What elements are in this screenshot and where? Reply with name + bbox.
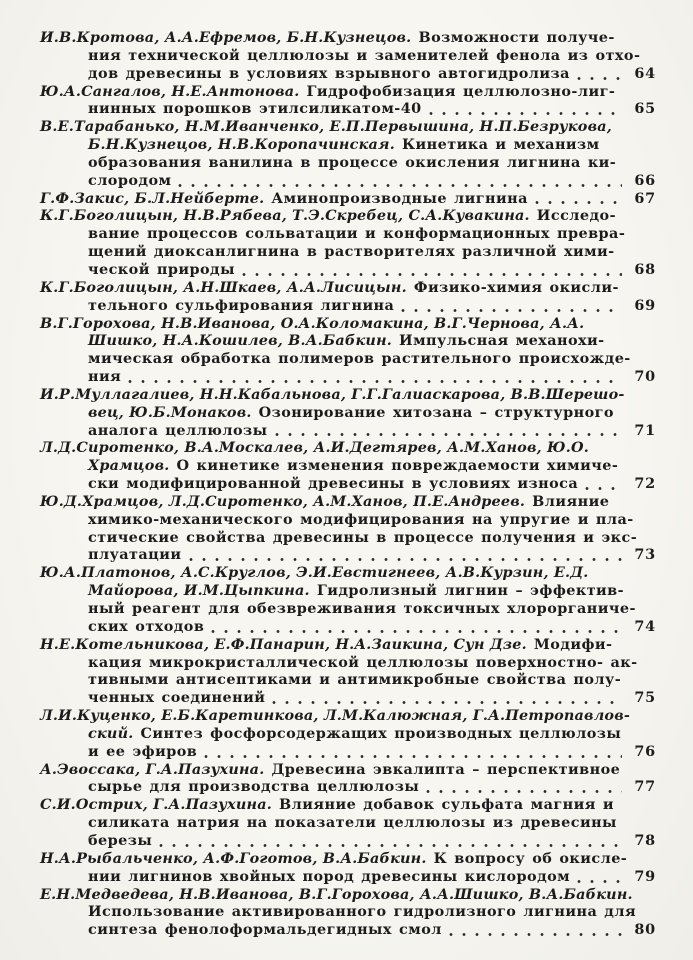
toc-line [40, 315, 656, 333]
author-names: Б.Н.Кузнецов, Н.В.Коропачинская. [88, 136, 395, 154]
title-text: Древесина эвкалипта – перспективное [264, 760, 621, 778]
title-text: тивными антисептиками и антимикробные свойства полу- [88, 671, 622, 689]
toc-line [40, 190, 656, 208]
toc-line [40, 332, 656, 350]
author-names: И.В.Кротова, А.А.Ефремов, Б.Н.Кузнецов. [40, 29, 412, 46]
title-text: нии лигнинов хвойных пород древесины кислородом [88, 867, 571, 885]
title-text: слородом [88, 171, 172, 189]
toc-line [40, 778, 656, 796]
page-number: 71 [634, 421, 656, 439]
toc-line [40, 457, 656, 475]
toc-entry [40, 493, 656, 564]
toc-line [40, 225, 656, 243]
toc-line [40, 546, 656, 564]
toc-line [40, 850, 656, 868]
toc-line [40, 439, 656, 457]
page-number: 77 [634, 778, 656, 796]
title-text: Импульсная механохи- [392, 332, 605, 350]
toc-line [40, 368, 656, 386]
toc-line [40, 814, 656, 832]
toc-entry [40, 29, 656, 83]
dot-leader [159, 832, 622, 850]
title-text: ски модифицированной древесины в условиях износа [88, 475, 579, 493]
dot-leader [585, 475, 622, 493]
toc-line [40, 761, 656, 779]
author-names: Н.Е.Котельникова, Е.Ф.Панарин, Н.А.Заикина, Сун Дзе. [40, 635, 527, 653]
dot-leader [204, 743, 622, 761]
toc-line [40, 136, 656, 154]
toc-line [40, 83, 656, 101]
dot-leader [426, 778, 622, 796]
toc-entry [40, 386, 656, 440]
title-text: Влияние добавок сульфата магния и [271, 796, 615, 814]
toc-line [40, 207, 656, 225]
title-text: силиката натрия на показатели целлюлозы из древесины [88, 814, 617, 832]
page-number: 64 [634, 64, 656, 82]
toc-line [40, 279, 656, 297]
toc-entry [40, 886, 656, 940]
title-text: ния [88, 368, 122, 386]
title-text: О кинетике изменения повреждаемости химиче- [169, 457, 619, 475]
title-text: мическая обработка полимеров растительного происхожде- [88, 350, 631, 368]
toc-line [40, 796, 656, 814]
dot-leader [178, 172, 622, 190]
toc-line [40, 529, 656, 547]
toc-line [40, 671, 656, 689]
page-number: 79 [634, 867, 656, 885]
dot-leader [429, 100, 622, 118]
toc-entry [40, 707, 656, 761]
title-text: ния технической целлюлозы и заменителей фенола из отхо- [88, 46, 641, 64]
title-text: Физико-химия окисли- [406, 278, 619, 296]
toc-entry [40, 279, 656, 315]
toc-line [40, 422, 656, 440]
author-names: И.Р.Муллагалиев, Н.Н.Кабальнова, Г.Г.Галиаскарова, В.В.Шерешо- [40, 385, 625, 403]
toc-line [40, 100, 656, 118]
title-text: вание процессов сольватации и конформационных превра- [88, 225, 626, 243]
page-number: 65 [634, 100, 656, 118]
title-text: стические свойства древесины в процессе получения и экс- [88, 528, 638, 546]
toc-line [40, 654, 656, 672]
title-text: Аминопроизводные лигнина [264, 189, 528, 207]
title-text: Кинетика и механизм [394, 136, 600, 154]
page-number: 80 [634, 921, 656, 939]
author-names: Ю.А.Платонов, А.С.Круглов, Э.И.Евстигнеев, А.В.Курзин, Е.Д. [40, 564, 589, 582]
toc-line [40, 921, 656, 939]
title-text: Гидролизный лигнин – эффектив- [309, 582, 625, 600]
page-number: 72 [634, 475, 656, 493]
author-names: Храмцов. [88, 457, 170, 475]
toc-entry [40, 83, 656, 119]
author-names: К.Г.Боголицын, Н.В.Рябева, Т.Э.Скребец, С.А.Кувакина. [40, 207, 530, 225]
title-text: Озонирование хитозана – структурного [251, 403, 614, 421]
title-text: ный реагент для обезвреживания токсичных хлорорганиче- [88, 600, 636, 617]
toc-line [40, 743, 656, 761]
dot-leader [577, 65, 622, 83]
title-text: образования ванилина в процессе окисления лигнина ки- [88, 153, 617, 171]
author-names: Шишко, Н.А.Кошилев, В.А.Бабкин. [88, 332, 392, 350]
title-text: Модифи- [526, 635, 613, 653]
author-names: В.Г.Горохова, Н.В.Иванова, О.А.Коломакина, В.Г.Чернова, А.А. [40, 314, 585, 332]
toc-line [40, 404, 656, 422]
author-names: В.Е.Тарабанько, Н.М.Иванченко, Е.П.Первышина, Н.П.Безрукова, [40, 118, 612, 136]
toc-entry [40, 761, 656, 797]
page-number: 76 [634, 742, 656, 760]
toc-entry [40, 850, 656, 886]
page-number: 70 [634, 368, 656, 386]
table-of-contents [40, 29, 656, 939]
title-text: К вопросу об окисле- [426, 849, 628, 867]
page-number: 69 [634, 296, 656, 314]
toc-line [40, 832, 656, 850]
toc-line [40, 618, 656, 636]
author-names: Ю.Д.Храмцов, Л.Д.Сиротенко, А.М.Ханов, П.Е.Андреев. [40, 492, 526, 510]
toc-entry [40, 439, 656, 493]
title-text: синтеза фенолоформальдегидных смол [88, 921, 442, 939]
dot-leader [272, 689, 622, 707]
dot-leader [211, 618, 622, 636]
author-names: вец, Ю.Б.Монаков. [88, 403, 252, 421]
toc-entry [40, 796, 656, 850]
title-text: нинных порошков этилсиликатом-40 [88, 100, 422, 118]
title-text: плуатации [88, 546, 182, 564]
dot-leader [242, 261, 622, 279]
dot-leader [577, 868, 622, 886]
toc-line [40, 493, 656, 511]
title-text: Использование активированного гидролизного лигнина для [88, 903, 637, 921]
toc-line [40, 118, 656, 136]
dot-leader [128, 368, 622, 386]
title-text: Синтез фосфорсодержащих производных целлюлозы [133, 724, 622, 742]
toc-line [40, 725, 656, 743]
page-number: 78 [634, 831, 656, 849]
title-text: кация микрокристаллической целлюлозы поверхностно- ак- [88, 653, 638, 671]
author-names: С.И.Острих, Г.А.Пазухина. [40, 796, 272, 814]
toc-line [40, 564, 656, 582]
toc-line [40, 65, 656, 83]
title-text: Влияние [525, 492, 610, 510]
toc-line [40, 47, 656, 65]
title-text: Гидрофобизация целлюлозно-лиг- [299, 82, 616, 100]
title-text: Возможности получе- [411, 29, 615, 46]
author-names: Е.Н.Медведева, Н.В.Иванова, В.Г.Горохова, А.А.Шишко, В.А.Бабкин. [40, 885, 633, 903]
author-names: К.Г.Боголицын, А.Н.Шкаев, А.А.Лисицын. [40, 278, 407, 296]
toc-line [40, 386, 656, 404]
toc-line [40, 511, 656, 529]
toc-line [40, 903, 656, 921]
toc-entry [40, 564, 656, 635]
toc-line [40, 154, 656, 172]
dot-leader [401, 297, 622, 315]
title-text: тельного сульфирования лигнина [88, 296, 395, 314]
title-text: березы [88, 831, 153, 849]
title-text: ских отходов [88, 617, 205, 635]
toc-line [40, 350, 656, 368]
toc-line [40, 297, 656, 315]
author-names: Н.А.Рыбальченко, А.Ф.Гоготов, В.А.Бабкин. [40, 849, 427, 867]
toc-line [40, 172, 656, 190]
author-names: Л.Д.Сиротенко, В.А.Москалев, А.И.Дегтярев, А.М.Ханов, Ю.О. [40, 439, 589, 457]
toc-line [40, 886, 656, 904]
title-text: ческой природы [88, 260, 235, 278]
page-number: 67 [634, 189, 656, 207]
title-text: химико-механического модифицирования на упругие и пла- [88, 510, 634, 528]
author-names: Л.И.Куценко, Е.Б.Каретинкова, Л.М.Калюжная, Г.А.Петропавлов- [40, 707, 631, 725]
author-names: Г.Ф.Закис, Б.Л.Нейберте. [40, 189, 265, 207]
toc-line [40, 261, 656, 279]
toc-line [40, 582, 656, 600]
toc-line [40, 689, 656, 707]
author-names: ский. [88, 724, 134, 742]
dot-leader [449, 921, 622, 939]
dot-leader [275, 422, 622, 440]
title-text: ченных соединений [88, 689, 266, 707]
title-text: сырье для производства целлюлозы [88, 778, 420, 796]
dot-leader [189, 546, 623, 564]
toc-line [40, 600, 656, 618]
title-text: Исследо- [529, 207, 616, 225]
title-text: дов древесины в условиях взрывного автогидролиза [88, 64, 570, 82]
toc-line [40, 243, 656, 261]
toc-line [40, 636, 656, 654]
toc-line [40, 29, 656, 47]
page-number: 75 [634, 689, 656, 707]
page-number: 68 [634, 260, 656, 278]
title-text: аналога целлюлозы [88, 421, 268, 439]
title-text: щений диоксанлигнина в растворителях различной хими- [88, 243, 615, 261]
toc-line [40, 707, 656, 725]
page-number: 66 [634, 171, 656, 189]
toc-line [40, 475, 656, 493]
page-number: 73 [634, 546, 656, 564]
title-text: и ее эфиров [88, 742, 198, 760]
toc-entry [40, 636, 656, 707]
toc-line [40, 868, 656, 886]
toc-entry [40, 207, 656, 278]
toc-entry [40, 118, 656, 189]
toc-entry [40, 315, 656, 386]
author-names: Ю.А.Сангалов, Н.Е.Антонова. [40, 82, 300, 100]
author-names: А.Эвоссака, Г.А.Пазухина. [40, 760, 265, 778]
author-names: Майорова, И.М.Цыпкина. [88, 582, 310, 600]
toc-entry [40, 190, 656, 208]
dot-leader [535, 190, 622, 208]
page-number: 74 [634, 617, 656, 635]
